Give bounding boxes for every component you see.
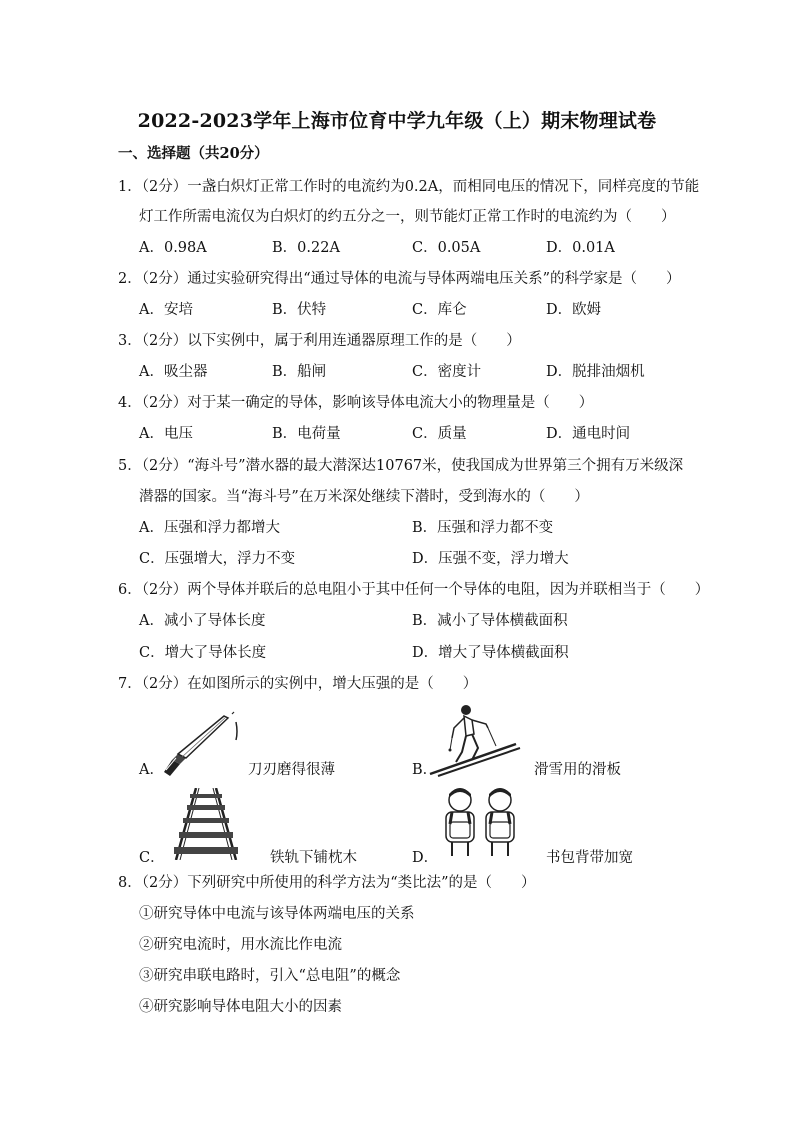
- q4-option-c: C．质量: [412, 426, 467, 442]
- q7-option-a-caption: 刀刃磨得很薄: [248, 762, 335, 778]
- q5-stem-line2: 潜器的国家。当“海斗号”在万米深处继续下潜时，受到海水的（ ）: [139, 489, 589, 505]
- q1-option-d: D．0.01A: [546, 240, 615, 256]
- q5-option-c: C．压强增大，浮力不变: [139, 551, 296, 567]
- q1-option-a: A．0.98A: [139, 240, 207, 256]
- q1-stem-line1: 1．（2分）一盏白炽灯正常工作时的电流约为0.2A，而相同电压的情况下，同样亮度的节能: [118, 179, 700, 195]
- q3-stem: 3．（2分）以下实例中，属于利用连通器原理工作的是（ ）: [118, 333, 521, 349]
- q4-option-a: A．电压: [139, 426, 193, 442]
- q1-option-c: C．0.05A: [412, 240, 481, 256]
- q2-option-c: C．库仑: [412, 302, 467, 318]
- q4-stem: 4．（2分）对于某一确定的导体，影响该导体电流大小的物理量是（ ）: [118, 395, 594, 411]
- q5-stem-line1: 5．（2分）“海斗号”潜水器的最大潜深达10767米，使我国成为世界第三个拥有万米级深: [118, 458, 684, 474]
- q3-option-a: A．吸尘器: [139, 364, 208, 380]
- q8-item-2: ②研究电流时，用水流比作电流: [139, 937, 342, 953]
- exam-title: 2022-2023学年上海市位育中学九年级（上）期末物理试卷: [137, 110, 657, 132]
- q2-option-d: D．欧姆: [546, 302, 602, 318]
- q7-option-b-letter: B．: [412, 762, 438, 778]
- q1-option-b: B．0.22A: [272, 240, 340, 256]
- q7-option-c-caption: 铁轨下铺枕木: [270, 850, 357, 866]
- q6-option-a: A．减小了导体长度: [139, 613, 266, 629]
- q8-item-4: ④研究影响导体电阻大小的因素: [139, 999, 342, 1015]
- q6-option-c: C．增大了导体长度: [139, 645, 267, 661]
- q6-option-d: D．增大了导体横截面积: [412, 645, 569, 661]
- q3-option-d: D．脱排油烟机: [546, 364, 645, 380]
- q7-option-b-caption: 滑雪用的滑板: [534, 762, 621, 778]
- q2-option-b: B．伏特: [272, 302, 327, 318]
- q5-option-b: B．压强和浮力都不变: [412, 520, 554, 536]
- q8-item-1: ①研究导体中电流与该导体两端电压的关系: [139, 906, 415, 922]
- railway-track-icon: [166, 788, 246, 860]
- skier-icon: [426, 702, 522, 778]
- q3-option-b: B．船闸: [272, 364, 327, 380]
- q7-option-d-caption: 书包背带加宽: [546, 850, 633, 866]
- q1-stem-line2: 灯工作所需电流仅为白炽灯的约五分之一，则节能灯正常工作时的电流约为（ ）: [139, 209, 676, 225]
- schoolchildren-backpack-icon: [436, 784, 526, 860]
- q4-option-d: D．通电时间: [546, 426, 631, 442]
- q8-stem: 8．（2分）下列研究中所使用的科学方法为“类比法”的是（ ）: [118, 875, 536, 891]
- q2-option-a: A．安培: [139, 302, 193, 318]
- q7-option-d-letter: D．: [412, 850, 439, 866]
- knife-icon: [158, 708, 244, 778]
- q8-item-3: ③研究串联电路时，引入“总电阻”的概念: [139, 968, 401, 984]
- q6-stem: 6．（2分）两个导体并联后的总电阻小于其中任何一个导体的电阻，因为并联相当于（ ）: [118, 582, 710, 598]
- q4-option-b: B．电荷量: [272, 426, 341, 442]
- q6-option-b: B．减小了导体横截面积: [412, 613, 568, 629]
- q5-option-a: A．压强和浮力都增大: [139, 520, 280, 536]
- q7-option-a-letter: A．: [139, 762, 164, 778]
- q5-option-d: D．压强不变，浮力增大: [412, 551, 569, 567]
- q3-option-c: C．密度计: [412, 364, 482, 380]
- q7-stem: 7．（2分）在如图所示的实例中，增大压强的是（ ）: [118, 676, 478, 692]
- q7-option-c-letter: C．: [139, 850, 165, 866]
- q2-stem: 2．（2分）通过实验研究得出“通过导体的电流与导体两端电压关系”的科学家是（ ）: [118, 271, 681, 287]
- section-heading: 一、选择题（共20分）: [118, 145, 269, 162]
